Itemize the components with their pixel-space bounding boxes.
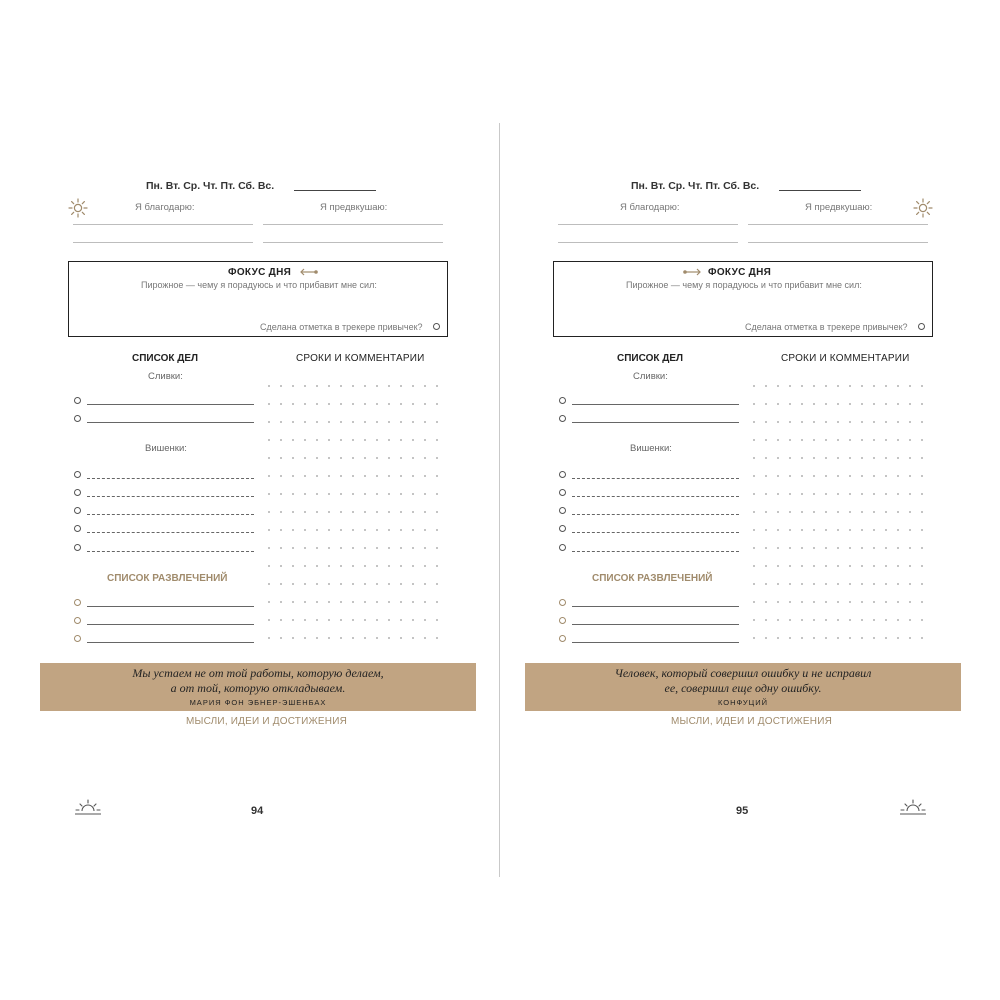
footer-label: МЫСЛИ, ИДЕИ И ДОСТИЖЕНИЯ: [186, 716, 348, 727]
quote-author: КОНФУЦИЙ: [718, 698, 768, 707]
comment-dot-row[interactable]: [263, 583, 447, 585]
comment-dot-row[interactable]: [263, 637, 447, 639]
checkbox-circle-icon[interactable]: [74, 544, 81, 551]
secondary-task-line-4[interactable]: [572, 532, 739, 533]
checkbox-circle-icon[interactable]: [74, 525, 81, 532]
habit-tracker-checkbox[interactable]: [918, 323, 925, 330]
comment-dot-row[interactable]: [748, 601, 932, 603]
secondary-task-line-2[interactable]: [87, 496, 254, 497]
fun-line-2[interactable]: [87, 624, 254, 625]
comment-dot-row[interactable]: [263, 421, 447, 423]
secondary-task-line-3[interactable]: [87, 514, 254, 515]
footer-label: МЫСЛИ, ИДЕИ И ДОСТИЖЕНИЯ: [671, 716, 833, 727]
sun-icon: [68, 198, 88, 218]
secondary-task-line-2[interactable]: [572, 496, 739, 497]
page-number: 95: [736, 805, 749, 817]
fun-list-heading: СПИСОК РАЗВЛЕЧЕНИЙ: [592, 573, 713, 584]
comment-dot-row[interactable]: [263, 439, 447, 441]
comment-dot-row[interactable]: [263, 565, 447, 567]
arrow-icon: [297, 268, 319, 276]
checkbox-circle-icon[interactable]: [74, 635, 81, 642]
checkbox-circle-icon[interactable]: [559, 544, 566, 551]
secondary-task-line-5[interactable]: [572, 551, 739, 552]
quote-author: МАРИЯ ФОН ЭБНЕР-ЭШЕНБАХ: [189, 698, 327, 707]
arrow-icon: [682, 268, 704, 276]
quote-line-1: Человек, который совершил ошибку и не исправил: [614, 666, 872, 680]
checkbox-circle-icon[interactable]: [74, 617, 81, 624]
todo-heading: СПИСОК ДЕЛ: [132, 353, 199, 364]
planner-page-right: [485, 0, 985, 1000]
checkbox-circle-icon[interactable]: [559, 525, 566, 532]
priority-task-line-1[interactable]: [87, 404, 254, 405]
comment-dot-row[interactable]: [263, 511, 447, 513]
secondary-task-line-5[interactable]: [87, 551, 254, 552]
comment-dot-row[interactable]: [748, 565, 932, 567]
todo-heading: СПИСОК ДЕЛ: [617, 353, 684, 364]
anticipate-line-1[interactable]: [263, 224, 443, 225]
comment-dot-row[interactable]: [263, 529, 447, 531]
sunrise-icon: [75, 799, 101, 817]
comment-dot-row[interactable]: [263, 547, 447, 549]
habit-tracker-label: Сделана отметка в трекере привычек?: [745, 322, 908, 332]
cherries-label: Вишенки:: [630, 443, 672, 454]
quote-line-1: Мы устаем не от той работы, которую делаем,: [132, 666, 384, 680]
secondary-task-line-4[interactable]: [87, 532, 254, 533]
anticipate-line-1[interactable]: [748, 224, 928, 225]
gratitude-line-1[interactable]: [73, 224, 253, 225]
sunrise-icon: [900, 799, 926, 817]
checkbox-circle-icon[interactable]: [559, 599, 566, 606]
plums-label: Сливки:: [148, 371, 183, 382]
comments-heading: СРОКИ И КОММЕНТАРИИ: [296, 353, 425, 364]
comment-dot-row[interactable]: [748, 439, 932, 441]
comment-dot-row[interactable]: [263, 493, 447, 495]
comment-dot-row[interactable]: [263, 475, 447, 477]
comment-dot-row[interactable]: [748, 493, 932, 495]
checkbox-circle-icon[interactable]: [74, 471, 81, 478]
anticipate-line-2[interactable]: [748, 242, 928, 243]
comment-dot-row[interactable]: [263, 457, 447, 459]
date-field[interactable]: [779, 190, 861, 191]
fun-line-3[interactable]: [572, 642, 739, 643]
fun-line-3[interactable]: [87, 642, 254, 643]
focus-title: ФОКУС ДНЯ: [228, 267, 292, 278]
checkbox-circle-icon[interactable]: [559, 471, 566, 478]
comment-dot-row[interactable]: [748, 637, 932, 639]
plums-label: Сливки:: [633, 371, 668, 382]
checkbox-circle-icon[interactable]: [559, 397, 566, 404]
checkbox-circle-icon[interactable]: [74, 397, 81, 404]
comment-dot-row[interactable]: [263, 403, 447, 405]
weekdays-label: Пн. Вт. Ср. Чт. Пт. Сб. Вс.: [631, 180, 760, 192]
quote-line-2: а от той, которую откладываем.: [170, 681, 346, 695]
comments-heading: СРОКИ И КОММЕНТАРИИ: [781, 353, 910, 364]
comment-dot-row[interactable]: [748, 403, 932, 405]
anticipate-line-2[interactable]: [263, 242, 443, 243]
checkbox-circle-icon[interactable]: [559, 415, 566, 422]
gratitude-label: Я благодарю:: [620, 202, 680, 213]
checkbox-circle-icon[interactable]: [559, 635, 566, 642]
comment-dot-row[interactable]: [748, 511, 932, 513]
comment-dot-row[interactable]: [748, 529, 932, 531]
focus-title: ФОКУС ДНЯ: [708, 267, 772, 278]
checkbox-circle-icon[interactable]: [559, 617, 566, 624]
anticipate-label: Я предвкушаю:: [805, 202, 873, 213]
comment-dot-row[interactable]: [748, 475, 932, 477]
fun-line-1[interactable]: [572, 606, 739, 607]
secondary-task-line-1[interactable]: [87, 478, 254, 479]
priority-task-line-2[interactable]: [572, 422, 739, 423]
comment-dot-row[interactable]: [748, 385, 932, 387]
gratitude-line-2[interactable]: [73, 242, 253, 243]
fun-list-heading: СПИСОК РАЗВЛЕЧЕНИЙ: [107, 573, 228, 584]
comment-dot-row[interactable]: [263, 601, 447, 603]
fun-line-2[interactable]: [572, 624, 739, 625]
comment-dot-row[interactable]: [748, 619, 932, 621]
date-field[interactable]: [294, 190, 376, 191]
checkbox-circle-icon[interactable]: [74, 507, 81, 514]
comment-dot-row[interactable]: [263, 619, 447, 621]
secondary-task-line-3[interactable]: [572, 514, 739, 515]
quote-line-2: ее, совершил еще одну ошибку.: [664, 681, 822, 695]
fun-line-1[interactable]: [87, 606, 254, 607]
anticipate-label: Я предвкушаю:: [320, 202, 388, 213]
priority-task-line-2[interactable]: [87, 422, 254, 423]
page-number: 94: [251, 805, 264, 817]
checkbox-circle-icon[interactable]: [559, 507, 566, 514]
gratitude-line-1[interactable]: [558, 224, 738, 225]
comment-dot-row[interactable]: [748, 547, 932, 549]
checkbox-circle-icon[interactable]: [74, 489, 81, 496]
focus-subtitle: Пирожное — чему я порадуюсь и что прибавит мне сил:: [626, 280, 862, 290]
comment-dot-row[interactable]: [748, 583, 932, 585]
checkbox-circle-icon[interactable]: [74, 415, 81, 422]
priority-task-line-1[interactable]: [572, 404, 739, 405]
comment-dot-row[interactable]: [748, 457, 932, 459]
checkbox-circle-icon[interactable]: [74, 599, 81, 606]
sun-icon: [913, 198, 933, 218]
gratitude-line-2[interactable]: [558, 242, 738, 243]
comment-dot-row[interactable]: [263, 385, 447, 387]
weekdays-label: Пн. Вт. Ср. Чт. Пт. Сб. Вс.: [146, 180, 275, 192]
focus-subtitle: Пирожное — чему я порадуюсь и что прибавит мне сил:: [141, 280, 377, 290]
habit-tracker-label: Сделана отметка в трекере привычек?: [260, 322, 423, 332]
checkbox-circle-icon[interactable]: [559, 489, 566, 496]
cherries-label: Вишенки:: [145, 443, 187, 454]
habit-tracker-checkbox[interactable]: [433, 323, 440, 330]
comment-dot-row[interactable]: [748, 421, 932, 423]
gratitude-label: Я благодарю:: [135, 202, 195, 213]
secondary-task-line-1[interactable]: [572, 478, 739, 479]
